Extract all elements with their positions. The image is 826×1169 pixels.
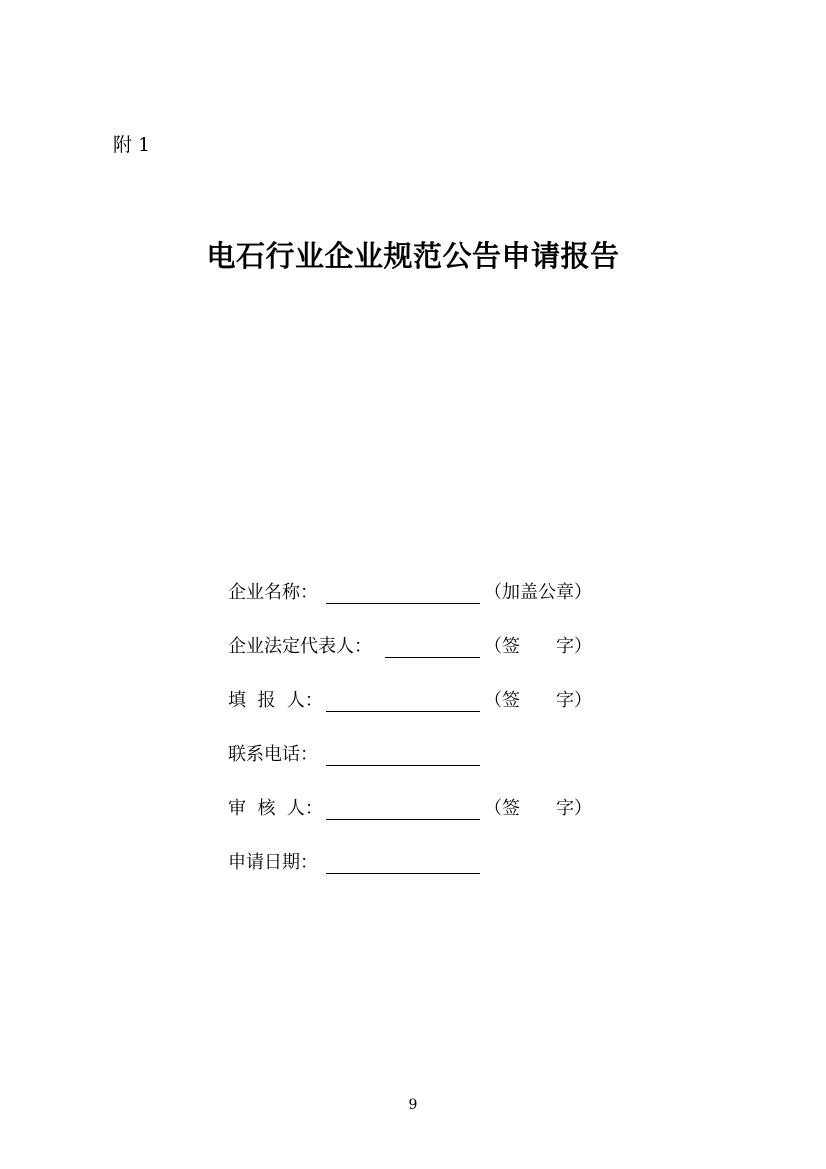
page-number: 9 [408, 1097, 418, 1113]
phone-field[interactable] [326, 765, 480, 766]
reviewer-field[interactable] [326, 819, 480, 820]
annex-label: 附 1 [113, 134, 151, 156]
legal-rep-label: 企业法定代表人： [228, 636, 372, 657]
date-field[interactable] [326, 873, 480, 874]
phone-label: 联系电话： [228, 744, 318, 765]
company-name-field[interactable] [326, 603, 480, 604]
filler-label: 填 报 人： [228, 690, 323, 711]
page-title: 电石行业企业规范公告申请报告 [206, 239, 620, 273]
application-form [228, 581, 608, 905]
date-label: 申请日期： [228, 852, 318, 873]
legal-rep-row [228, 635, 608, 689]
reviewer-row [228, 797, 608, 851]
date-row [228, 851, 608, 905]
company-name-label: 企业名称： [228, 582, 318, 603]
legal-rep-note: （签 字） [484, 636, 592, 657]
filler-field[interactable] [326, 711, 480, 712]
reviewer-note: （签 字） [484, 798, 592, 819]
reviewer-label: 审 核 人： [228, 798, 323, 819]
company-name-note: （加盖公章） [484, 582, 592, 603]
phone-row [228, 743, 608, 797]
legal-rep-field[interactable] [385, 657, 480, 658]
filler-row [228, 689, 608, 743]
company-name-row [228, 581, 608, 635]
filler-note: （签 字） [484, 690, 592, 711]
